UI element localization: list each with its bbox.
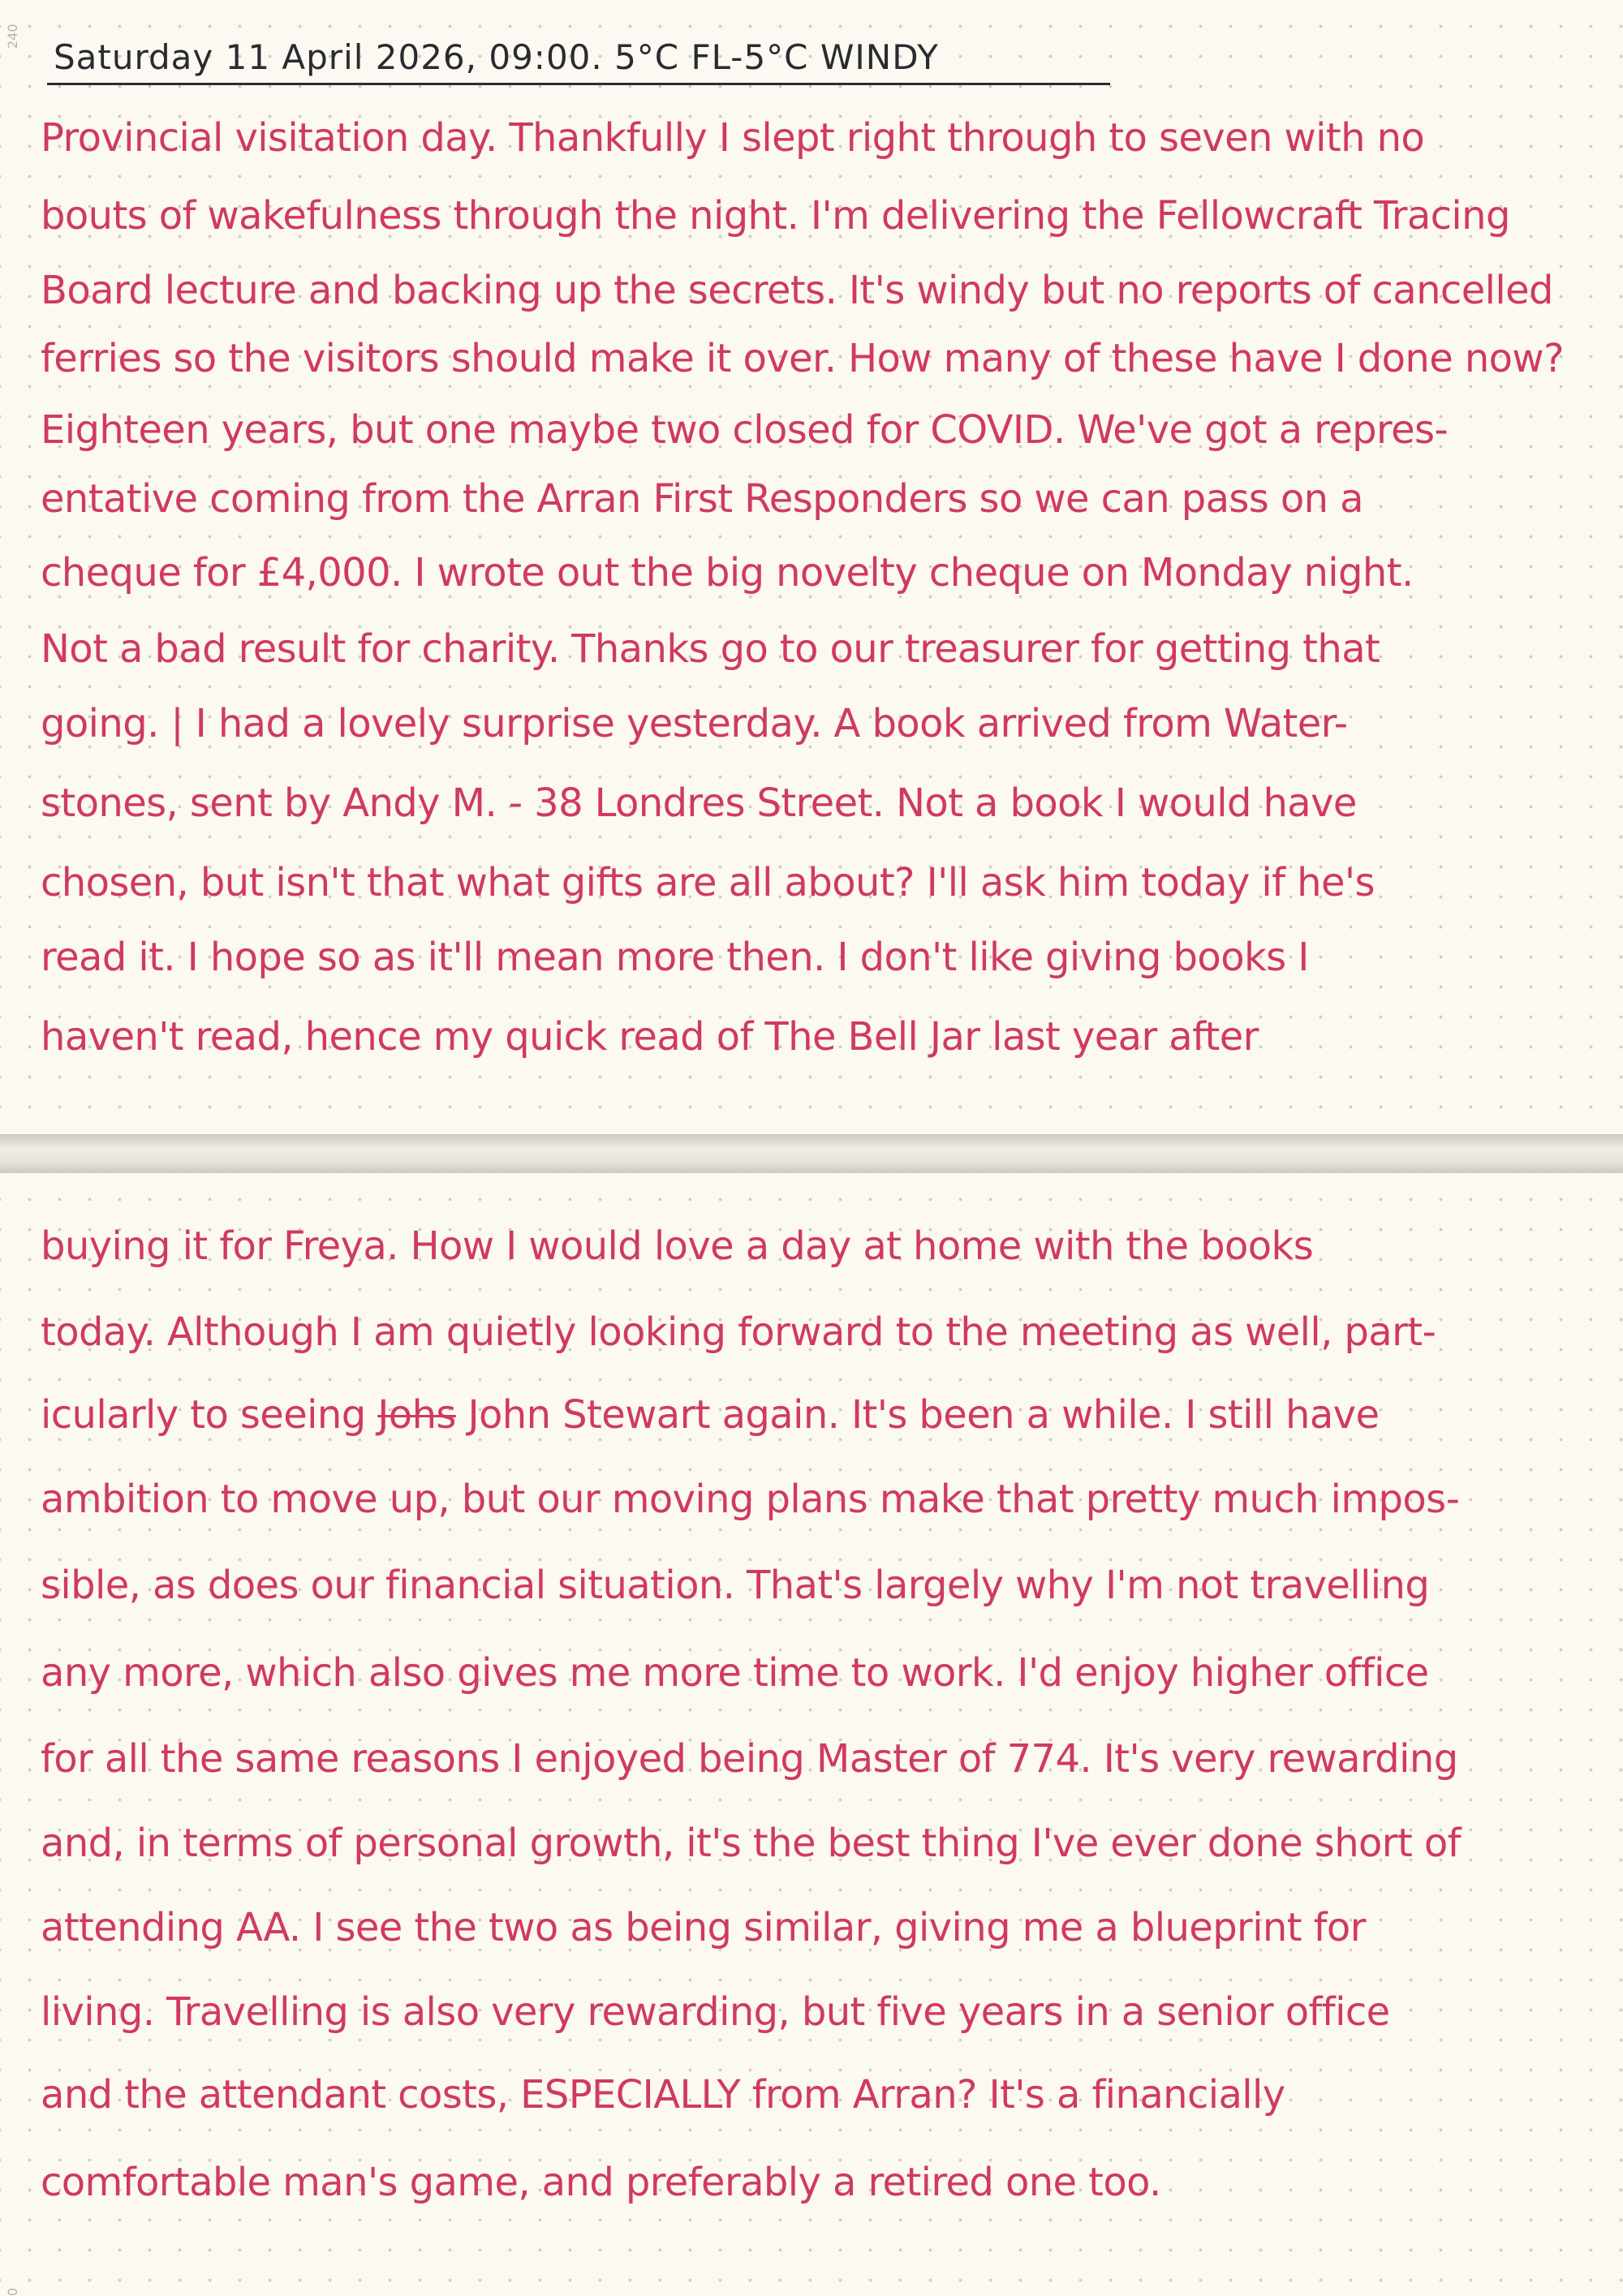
page-number: 240 (5, 24, 20, 49)
line-segment: John Stewart again. It's been a while. I still have (467, 1392, 1380, 1438)
journal-line: chosen, but isn't that what gifts are all about? I'll ask him today if he's (41, 860, 1375, 905)
journal-line: Eighteen years, but one maybe two closed for COVID. We've got a repres- (41, 407, 1449, 453)
journal-page-bottom (0, 1173, 1623, 2296)
journal-line: ambition to move up, but our moving plans make that pretty much impos- (41, 1477, 1460, 1522)
crossed-out-word: Johs (377, 1392, 456, 1438)
journal-line: ferries so the visitors should make it over. How many of these have I done now? (41, 336, 1564, 381)
journal-line: entative coming from the Arran First Responders so we can pass on a (41, 476, 1363, 522)
journal-line: sible, as does our financial situation. That's largely why I'm not travelling (41, 1563, 1430, 1608)
journal-line: comfortable man's game, and preferably a retired one too. (41, 2160, 1161, 2205)
journal-line: Board lecture and backing up the secrets. It's windy but no reports of cancelled (41, 268, 1553, 313)
journal-line: Not a bad result for charity. Thanks go to our treasurer for getting that (41, 626, 1380, 672)
journal-line: living. Travelling is also very rewarding, but five years in a senior office (41, 1989, 1390, 2035)
journal-line: and, in terms of personal growth, it's the best thing I've ever done short of (41, 1821, 1461, 1866)
page-number: 0 (5, 2287, 20, 2296)
journal-line: attending AA. I see the two as being similar, giving me a blueprint for (41, 1905, 1366, 1950)
journal-line: Provincial visitation day. Thankfully I slept right through to seven with no (41, 115, 1425, 161)
journal-line: stones, sent by Andy M. - 38 Londres Street. Not a book I would have (41, 780, 1357, 826)
line-segment: icularly to seeing (41, 1392, 366, 1438)
journal-line: buying it for Freya. How I would love a day at home with the books (41, 1223, 1314, 1269)
journal-line: read it. I hope so as it'll mean more then. I don't like giving books I (41, 935, 1309, 980)
journal-line: bouts of wakefulness through the night. I'm delivering the Fellowcraft Tracing (41, 193, 1510, 239)
date-weather-line: Saturday 11 April 2026, 09:00. 5°C FL-5°C WINDY (54, 37, 939, 77)
journal-line: for all the same reasons I enjoyed being Master of 774. It's very rewarding (41, 1736, 1458, 1782)
journal-line: cheque for £4,000. I wrote out the big novelty cheque on Monday night. (41, 550, 1414, 595)
journal-line: going. | I had a lovely surprise yesterday. A book arrived from Water- (41, 701, 1348, 746)
journal-page-top (0, 0, 1623, 1134)
notebook-spine-gutter (0, 1134, 1623, 1173)
entry-header (54, 32, 1109, 83)
header-underline (47, 83, 1110, 85)
journal-line (41, 1391, 1379, 1439)
journal-line: any more, which also gives me more time to work. I'd enjoy higher office (41, 1650, 1429, 1696)
journal-line: haven't read, hence my quick read of The Bell Jar last year after (41, 1014, 1259, 1060)
journal-line: today. Although I am quietly looking forward to the meeting as well, part- (41, 1309, 1436, 1355)
journal-line: and the attendant costs, ESPECIALLY from Arran? It's a financially (41, 2072, 1285, 2118)
